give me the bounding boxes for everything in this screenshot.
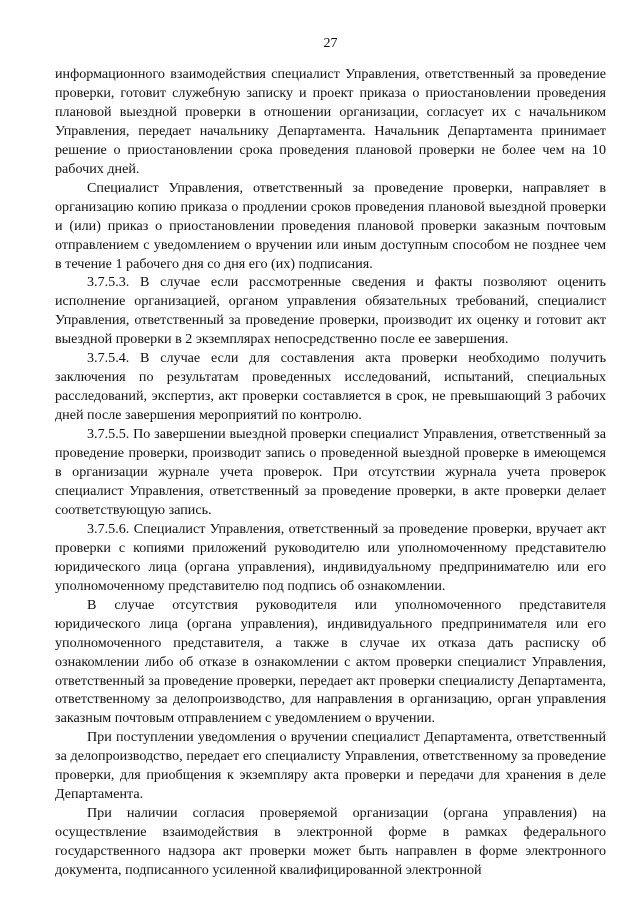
paragraph-3-7-5-3: 3.7.5.3. В случае если рассмотренные сведения и факты позволяют оценить исполнение организацией, органом управления обязательных требований, специалист Управления, ответственный за проведение проверки, производит их оценку и готовит акт выездной проверки в 2 экземплярах непосредственно после ее завершения. <box>55 274 606 348</box>
document-body <box>55 65 606 880</box>
paragraph-3-7-5-5: 3.7.5.5. По завершении выездной проверки специалист Управления, ответственный за проведение проверки, производит запись о проведенной выездной проверке в имеющемся в организации журнале учета проверок. При отсутствии журнала учета проверок специалист Управления, ответственный за проведение проверки, в акте проверки делает соответствующую запись. <box>55 426 606 518</box>
paragraph-3-7-5-4: 3.7.5.4. В случае если для составления акта проверки необходимо получить заключения по результатам проведенных исследований, испытаний, специальных расследований, экспертиз, акт проверки составляется в срок, не превышающий 3 рабочих дней после завершения мероприятий по контролю. <box>55 350 606 424</box>
paragraph-continuation: информационного взаимодействия специалист Управления, ответственный за проведение проверки, готовит служебную записку и проект приказа о приостановлении проведения плановой выездной проверки в отношении организации, согласует их с начальником Управления, передает начальнику Департамента. Начальник Департамента принимает решение о приостановлении срока проведения плановой проверки не более чем на 10 рабочих дней. <box>55 66 606 177</box>
page-number: 27 <box>323 36 338 51</box>
paragraph-notice-direction: Специалист Управления, ответственный за проведение проверки, направляет в организацию копию приказа о продлении сроков проведения плановой выездной проверки и (или) приказ о приостановлении проведения плановой проверки заказным почтовым отправлением с уведомлением о вручении или иным доступным способом не позднее чем в течение 1 рабочего дня со дня его (их) подписания. <box>55 179 606 272</box>
paragraph-delivery-notice: При поступлении уведомления о вручении специалист Департамента, ответственный за делопроизводство, передает его специалисту Управления, ответственному за проведение проверки, для приобщения к экземпляру акта проверки и передачи для хранения в деле Департамента. <box>55 729 606 803</box>
paragraph-3-7-5-6: 3.7.5.6. Специалист Управления, ответственный за проведение проверки, вручает акт проверки с копиями приложений руководителю или уполномоченному представителю юридического лица (органа управления), индивидуальному предпринимателю или его уполномоченному представителю под подпись об ознакомлении. <box>55 520 606 594</box>
paragraph-absence-case: В случае отсутствия руководителя или уполномоченного представителя юридического лица (органа управления), индивидуального предпринимателя или его уполномоченного представителя, а также в случае их отказа дать расписку об ознакомлении либо об отказе в ознакомлении с актом проверки специалист Управления, ответственный за проведение проверки, передает акт проверки специалисту Департамента, ответственному за делопроизводство, для направления в организацию, орган управления заказным почтовым отправлением с уведомлением о вручении. <box>55 596 606 727</box>
paragraph-electronic-form: При наличии согласия проверяемой организации (органа управления) на осуществление взаимодействия в электронной форме в рамках федерального государственного надзора акт проверки может быть направлен в форме электронного документа, подписанного усиленной квалифицированной электронной <box>55 805 606 879</box>
